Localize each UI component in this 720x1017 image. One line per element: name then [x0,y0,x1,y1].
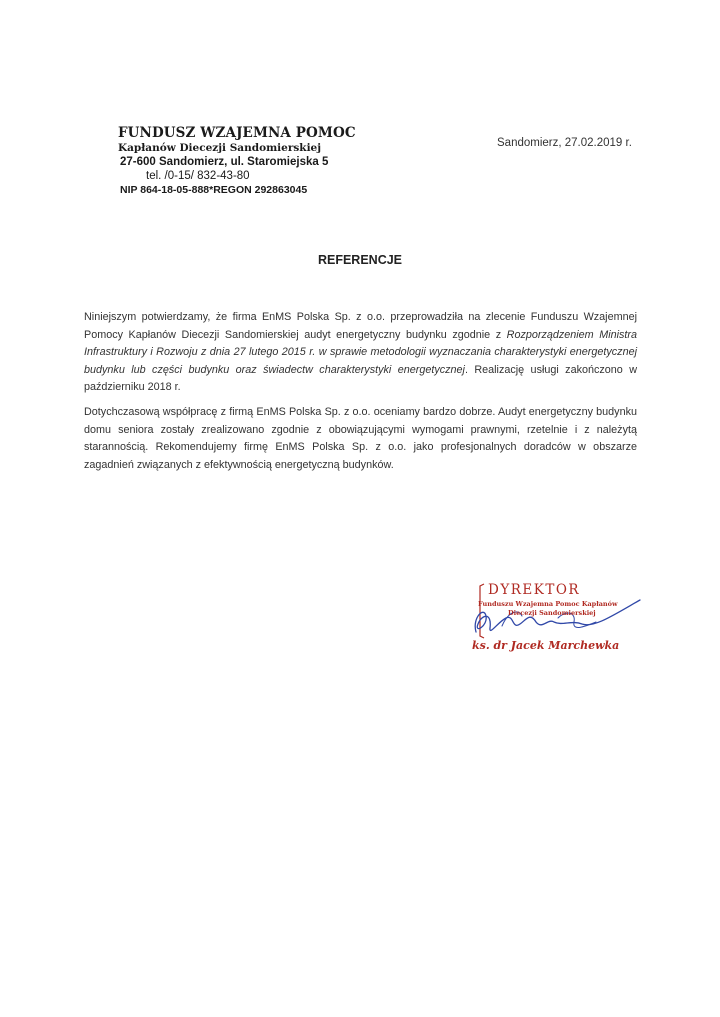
paragraph-1-part2: . Realizację usługi zakończono w październiku 2018 r. [84,363,638,394]
paragraph-1-regulation: Rozporządzeniem Ministra Infrastruktury i Rozwoju z dnia 27 lutego 2015 r. w sprawie metodologii wyznaczania charakterystyki energetycznej budynku lub części budynku oraz świadectw charakterystyki energetycznej [84,328,638,376]
org-ids: NIP 864-18-05-888*REGON 292863045 [120,184,308,196]
signatory-name: ks. dr Jacek Marchewka [472,639,620,652]
signature-stamp-line-1: Funduszu Wzajemna Pomoc Kapłanów [478,600,618,608]
signature-role: DYREKTOR [488,582,581,598]
document-title: REFERENCJE [317,253,403,267]
paragraph-2: Dotychczasową współpracę z firmą EnMS Polska Sp. z o.o. oceniamy bardzo dobrze. Audyt energetyczny budynku domu seniora zostały zrealizowano zgodnie z obowiązującymi wymogami prawnymi, rzetelnie i z należytą starannością. Rekomendujemy firmę EnMS Polska Sp. z o.o. jako profesjonalnych doradców w obszarze zagadnień związanych z efektywnością energetyczną budynków. [84,406,637,471]
signature-block [462,582,662,662]
org-phone: tel. /0-15/ 832-43-80 [146,170,250,182]
paragraph-1-part1: Niniejszym potwierdzamy, że firma EnMS Polska Sp. z o.o. przeprowadziła na zlecenie Funduszu Wzajemnej Pomocy Kapłanów Diecezji Sandomierskiej audyt energetyczny budynku zgodnie z [84,311,637,341]
letterhead-stamp [118,126,356,197]
paragraph-1 [84,309,637,397]
org-subtitle: Kapłanów Diecezji Sandomierskiej [118,142,322,154]
org-address: 27-600 Sandomierz, ul. Staromiejska 5 [120,156,329,168]
document-date: Sandomierz, 27.02.2019 r. [497,137,632,149]
signature-stamp-line-2: Diecezji Sandomierskiej [508,609,596,617]
org-name: FUNDUSZ WZAJEMNA POMOC [118,125,356,141]
